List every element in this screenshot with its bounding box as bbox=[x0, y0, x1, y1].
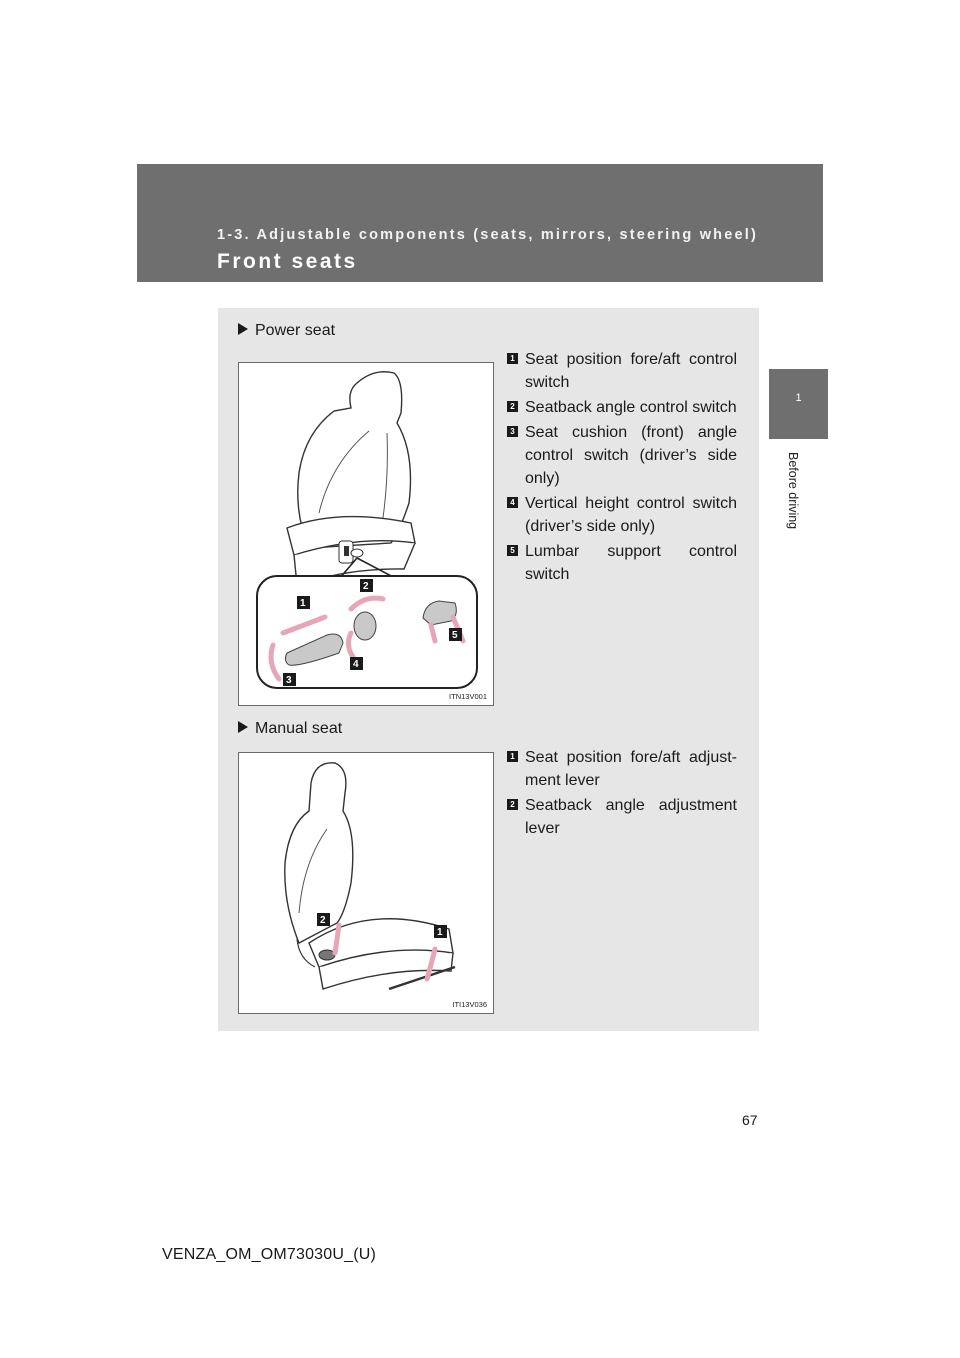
list-item: 4 Vertical height control switch (driver’s side only) bbox=[507, 492, 737, 538]
triangle-bullet-icon bbox=[238, 323, 248, 335]
manual-seat-figure bbox=[238, 752, 494, 1014]
chapter-number: 1 bbox=[795, 392, 802, 404]
power-seat-illustration bbox=[239, 363, 493, 705]
section-subtitle: 1-3. Adjustable components (seats, mirrors, steering wheel) bbox=[217, 227, 759, 243]
manual-seat-heading: Manual seat bbox=[238, 720, 342, 738]
section-header-band bbox=[137, 164, 823, 282]
svg-text:1: 1 bbox=[437, 927, 443, 938]
figure-code: ITN13V001 bbox=[449, 692, 487, 701]
content-panel bbox=[218, 308, 759, 1031]
list-item: 1 Seat position fore/aft control switch bbox=[507, 348, 737, 394]
list-item: 2 Seatback angle control switch bbox=[507, 396, 737, 419]
list-item: 2 Seatback angle adjustment lever bbox=[507, 794, 737, 840]
svg-text:1: 1 bbox=[300, 598, 306, 609]
svg-text:5: 5 bbox=[452, 630, 458, 641]
document-code: VENZA_OM_OM73030U_(U) bbox=[162, 1246, 377, 1263]
chapter-tab[interactable] bbox=[769, 369, 828, 439]
chapter-label: Before driving bbox=[786, 452, 800, 530]
power-seat-heading: Power seat bbox=[238, 322, 335, 340]
power-seat-figure bbox=[238, 362, 494, 706]
page-number: 67 bbox=[742, 1112, 758, 1128]
svg-text:2: 2 bbox=[320, 915, 326, 926]
triangle-bullet-icon bbox=[238, 721, 248, 733]
svg-text:3: 3 bbox=[286, 675, 292, 686]
page-title: Front seats bbox=[217, 250, 358, 273]
svg-text:2: 2 bbox=[363, 581, 369, 592]
list-item: 5 Lumbar support control switch bbox=[507, 540, 737, 586]
power-seat-list bbox=[507, 348, 737, 588]
list-item: 1 Seat position fore/aft adjust-ment lever bbox=[507, 746, 737, 792]
manual-seat-list bbox=[507, 746, 737, 842]
list-item: 3 Seat cushion (front) angle control switch (driver’s side only) bbox=[507, 421, 737, 490]
svg-text:4: 4 bbox=[353, 659, 359, 670]
figure-code: ITI13V036 bbox=[452, 1000, 487, 1009]
manual-seat-illustration bbox=[239, 753, 493, 1013]
